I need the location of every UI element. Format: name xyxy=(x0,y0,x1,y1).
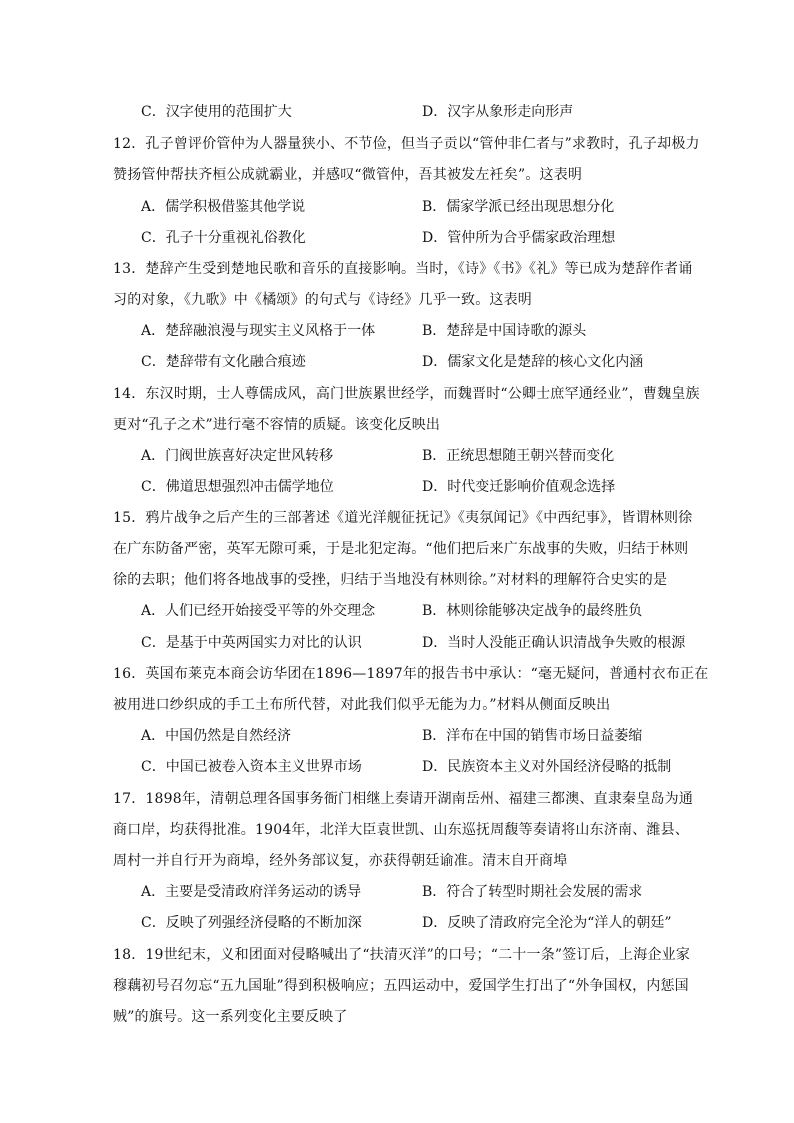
q13-option-d[interactable]: D．儒家文化是楚辞的核心文化内涵 xyxy=(422,354,644,370)
q18-stem-line-3: 贼”的旗号。这一系列变化主要反映了 xyxy=(113,1009,348,1025)
q17-option-b[interactable]: B．符合了转型时期社会发展的需求 xyxy=(422,884,643,900)
q16-option-a[interactable]: A．中国仍然是自然经济 xyxy=(141,728,292,744)
q11-option-d[interactable]: D．汉字从象形走向形声 xyxy=(422,104,574,120)
q14-option-c[interactable]: C．佛道思想强烈冲击儒学地位 xyxy=(141,479,334,495)
q11-option-c[interactable]: C．汉字使用的范围扩大 xyxy=(141,104,292,120)
q17-stem-line-3: 周村一并自行开为商埠，经外务部议复，亦获得朝廷谕准。清末自开商埠 xyxy=(113,853,568,869)
q17-stem-line-2: 商口岸，均获得批准。1904年，北洋大臣袁世凯、山东巡抚周馥等奏请将山东济南、潍县、 xyxy=(113,822,690,838)
q13-stem-line-1: 13．楚辞产生受到楚地民歌和音乐的直接影响。当时，《诗》《书》《礼》等已成为楚辞作者诵 xyxy=(113,261,693,277)
q18-stem-line-2: 穆藕初号召勿忘“五九国耻”得到积极响应；五四运动中，爱国学生打出了“外争国权，内惩国 xyxy=(113,978,689,994)
q14-stem-line-2: 更对“孔子之术”进行毫不容情的质疑。该变化反映出 xyxy=(113,417,441,433)
q16-stem-line-2: 被用进口纱织成的手工土布所代替，对此我们似乎无能为力。”材料从侧面反映出 xyxy=(113,697,611,713)
q15-option-c[interactable]: C．是基于中英两国实力对比的认识 xyxy=(141,635,362,651)
q12-stem-line-1: 12．孔子曾评价管仲为人器量狭小、不节俭，但当子贡以“管仲非仁者与”求教时，孔子却极力 xyxy=(113,136,700,152)
q16-stem-line-1: 16．英国布莱克本商会访华团在1896—1897年的报告书中承认：“毫无疑问，普通村衣布正在 xyxy=(113,666,709,682)
q18-stem-line-1: 18．19世纪末，义和团面对侵略喊出了“扶清灭洋”的口号；“二十一条”签订后，上海企业家 xyxy=(113,947,691,963)
q16-option-b[interactable]: B．洋布在中国的销售市场日益萎缩 xyxy=(422,728,643,744)
q12-stem-line-2: 赞扬管仲帮扶齐桓公成就霸业，并感叹“微管仲，吾其被发左衽矣”。这表明 xyxy=(113,167,583,183)
q13-option-a[interactable]: A．楚辞融浪漫与现实主义风格于一体 xyxy=(141,323,376,339)
q14-option-b[interactable]: B．正统思想随王朝兴替而变化 xyxy=(422,448,615,464)
q17-option-a[interactable]: A．主要是受清政府洋务运动的诱导 xyxy=(141,884,362,900)
q16-option-d[interactable]: D．民族资本主义对外国经济侵略的抵制 xyxy=(422,759,672,775)
q17-option-c[interactable]: C．反映了列强经济侵略的不断加深 xyxy=(141,915,362,931)
q14-option-d[interactable]: D．时代变迁影响价值观念选择 xyxy=(422,479,616,495)
q15-stem-line-3: 徐的去职；他们将各地战事的受挫，归结于当地没有林则徐。”对材料的理解符合史实的是 xyxy=(113,572,668,588)
q12-option-a[interactable]: A．儒学积极借鉴其他学说 xyxy=(141,199,306,215)
q13-stem-line-2: 习的对象，《九歌》中《橘颂》的句式与《诗经》几乎一致。这表明 xyxy=(113,292,532,308)
q16-option-c[interactable]: C．中国已被卷入资本主义世界市场 xyxy=(141,759,362,775)
q15-stem-line-2: 在广东防备严密，英军无隙可乘，于是北犯定海。“他们把后来广东战事的失败，归结于林则 xyxy=(113,541,689,557)
q17-option-d[interactable]: D．反映了清政府完全沦为“洋人的朝廷” xyxy=(422,915,672,931)
q15-stem-line-1: 15．鸦片战争之后产生的三部著述《道光洋舰征抚记》《夷氛闻记》《中西纪事》，皆谓林则徐 xyxy=(113,510,693,526)
q15-option-a[interactable]: A．人们已经开始接受平等的外交理念 xyxy=(141,603,376,619)
q12-option-b[interactable]: B．儒家学派已经出现思想分化 xyxy=(422,199,615,215)
q15-option-b[interactable]: B．林则徐能够决定战争的最终胜负 xyxy=(422,603,643,619)
q14-stem-line-1: 14．东汉时期，士人尊儒成风，高门世族累世经学，而魏晋时“公卿士庶罕通经业”，曹魏皇族 xyxy=(113,386,700,402)
q14-option-a[interactable]: A．门阀世族喜好决定世风转移 xyxy=(141,448,334,464)
q13-option-b[interactable]: B．楚辞是中国诗歌的源头 xyxy=(422,323,587,339)
q13-option-c[interactable]: C．楚辞带有文化融合痕迹 xyxy=(141,354,306,370)
q12-option-c[interactable]: C．孔子十分重视礼俗教化 xyxy=(141,230,306,246)
q15-option-d[interactable]: D．当时人没能正确认识清战争失败的根源 xyxy=(422,635,686,651)
q17-stem-line-1: 17．1898年，清朝总理各国事务衙门相继上奏请开湖南岳州、福建三都澳、直隶秦皇岛为通 xyxy=(113,791,694,807)
q12-option-d[interactable]: D．管仲所为合乎儒家政治理想 xyxy=(422,230,616,246)
